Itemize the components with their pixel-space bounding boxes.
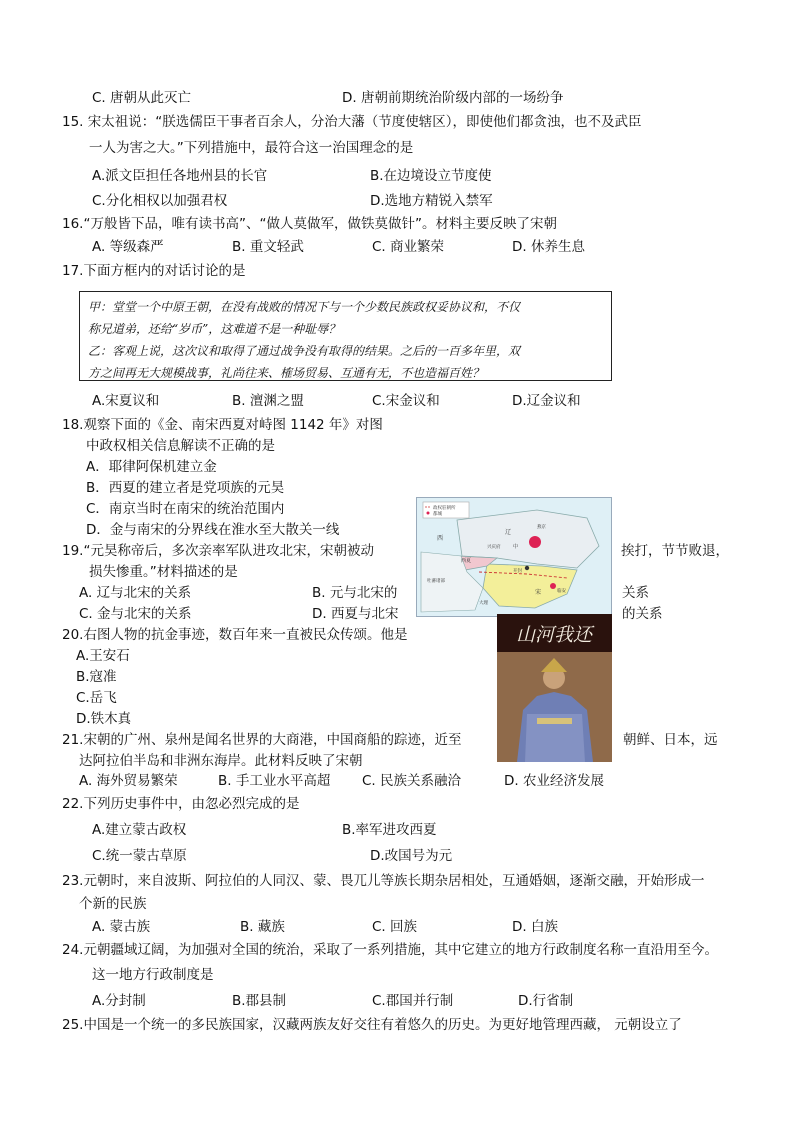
q19-option-d-part2: 的关系 [622,606,663,622]
q17-stem: 17.下面方框内的对话讨论的是 [62,263,246,279]
q21-stem-line2: 达阿拉伯半岛和非洲东海岸。此材料反映了宋朝 [79,753,363,769]
map-label-xi: 西 [437,535,444,542]
q15-option-b: B.在边境设立节度使 [370,168,492,184]
q22-option-c: C.统一蒙古草原 [92,848,187,864]
q21-option-d: D. 农业经济发展 [504,773,604,789]
q15-stem-line2: 一人为害之大。”下列措施中，最符合这一治国理念的是 [89,140,414,156]
map-graphic [417,498,611,616]
q19-option-c: C. 金与北宋的关系 [79,606,192,622]
q24-stem-line1: 24.元朝疆域辽阔，为加强对全国的统治，采取了一系列措施，其中它建立的地方行政制度名称一直沿用至今。 [62,942,718,958]
q17-box-line1: 甲：堂堂一个中原王朝，在没有战败的情况下与一个少数民族政权妥协议和，不仅 [88,300,521,314]
q17-box-line4: 方之间再无大规模战事，礼尚往来、榷场贸易、互通有无，不也造福百姓？ [88,366,485,380]
q18-option-a: A．耶律阿保机建立金 [86,459,217,475]
q21-option-c: C. 民族关系融洽 [362,773,462,789]
q23-option-c: C. 回族 [372,919,418,935]
q22-option-d: D.改国号为元 [370,848,453,864]
q22-option-b: B.率军进攻西夏 [342,822,437,838]
q16-option-d: D. 休养生息 [512,239,585,255]
q18-option-d: D．金与南宋的分界线在淮水至大散关一线 [86,522,340,538]
map-label-linan: 临安 [557,589,566,594]
map-label-liao: 辽 [505,529,512,536]
map-label-xixia: 西夏 [461,558,472,564]
q16-option-a: A. 等级森严 [92,239,164,255]
q19-option-b-part2: 关系 [622,585,649,601]
q19-option-a: A. 辽与北宋的关系 [79,585,192,601]
q21-option-a: A. 海外贸易繁荣 [79,773,178,789]
q21-option-b: B. 手工业水平高超 [218,773,331,789]
q18-stem-line1: 18.观察下面的《金、南宋西夏对峙图 1142 年》对图 [62,417,383,433]
jin-song-xixia-map [416,497,612,617]
portrait-graphic [497,614,612,762]
kaifeng-marker [525,566,529,570]
q20-option-a: A.王安石 [76,648,130,664]
map-label-kaifeng: 开封 [513,569,522,574]
q24-option-c: C.郡国并行制 [372,993,454,1009]
map-label-zhong: 中 [513,544,519,550]
q16-option-b: B. 重文轻武 [232,239,304,255]
q17-option-b: B. 澶渊之盟 [232,393,304,409]
q24-stem-line2: 这一地方行政制度是 [92,967,214,983]
legend-text-2: 都城 [433,512,442,517]
q16-stem: 16.“万般皆下品，唯有读书高”、“做人莫做军，做铁莫做针”。材料主要反映了宋朝 [62,216,557,232]
q17-box-line3: 乙：客观上说，这次议和取得了通过战争没有取得的结果。之后的一百多年里，双 [88,344,521,358]
q15-option-a: A.派文臣担任各地州县的长官 [92,168,268,184]
q18-stem-line2: 中政权相关信息解读不正确的是 [86,438,275,454]
q23-option-b: B. 藏族 [240,919,285,935]
q22-option-a: A.建立蒙古政权 [92,822,187,838]
q19-option-d-part1: D. 西夏与北宋 [312,606,399,622]
q20-option-d: D.铁木真 [76,711,132,727]
q18-option-c: C．南京当时在南宋的统治范围内 [86,501,285,517]
q18-option-b: B．西夏的建立者是党项族的元昊 [86,480,285,496]
q24-option-d: D.行省制 [518,993,574,1009]
map-label-tubo: 吐蕃诸部 [427,579,445,584]
linan-marker [550,583,556,589]
q19-stem-line1-end: 挨打，节节败退， [621,543,729,559]
q14-option-c: C. 唐朝从此灭亡 [92,90,192,106]
q17-option-d: D.辽金议和 [512,393,581,409]
q21-stem-line1: 21.宋朝的广州、泉州是闻名世界的大商港，中国商船的踪迹，近至 [62,732,462,748]
q15-option-c: C.分化相权以加强君权 [92,193,228,209]
q17-option-a: A.宋夏议和 [92,393,160,409]
q19-stem-line2: 损失惨重。”材料描述的是 [89,564,238,580]
map-label-dali: 大理 [479,601,488,606]
map-label-xingqingfu: 兴庆府 [487,545,501,550]
legend-text-1: 政权驻朝所 [433,506,456,511]
q24-option-b: B.郡县制 [232,993,287,1009]
q15-stem-line1: 15. 宋太祖说：“朕选儒臣干事者百余人，分治大藩（节度使辖区），即使他们都贪浊，也不及武臣 [62,114,642,130]
jin-capital-marker [529,536,541,548]
q20-stem: 20.右图人物的抗金事迹，数百年来一直被民众传颂。他是 [62,627,408,643]
q21-stem-line1-end: 朝鲜、日本，远 [623,732,718,748]
q19-stem-line1: 19.“元昊称帝后，多次亲率军队进攻北宋，宋朝被动 [62,543,374,559]
q23-stem-line2: 个新的民族 [79,896,147,912]
q23-stem-line1: 23.元朝时，来自波斯、阿拉伯的人同汉、蒙、畏兀儿等族长期杂居相处，互通婚姻，逐渐交融，开始形成一 [62,873,705,889]
q25-stem: 25.中国是一个统一的多民族国家，汉藏两族友好交往有着悠久的历史。为更好地管理西藏， 元朝设立了 [62,1017,682,1033]
q20-option-c: C.岳飞 [76,690,117,706]
q15-option-d: D.选地方精锐入禁军 [370,193,493,209]
map-label-yanjing: 燕京 [537,525,546,530]
q23-option-a: A. 蒙古族 [92,919,151,935]
q24-option-a: A.分封制 [92,993,146,1009]
q16-option-c: C. 商业繁荣 [372,239,445,255]
yue-fei-portrait [497,614,612,762]
q19-option-b-part1: B. 元与北宋的 [312,585,398,601]
q14-option-d: D. 唐朝前期统治阶级内部的一场纷争 [342,90,564,106]
q17-option-c: C.宋金议和 [372,393,440,409]
q17-dialogue-box [79,291,612,381]
map-label-song: 宋 [535,589,542,596]
q20-option-b: B.寇准 [76,669,117,685]
q22-stem: 22.下列历史事件中，由忽必烈完成的是 [62,796,300,812]
portrait-title: 山河我还 [515,624,593,646]
q23-option-d: D. 白族 [512,919,558,935]
q17-box-line2: 称兄道弟，还给“岁币”，这难道不是一种耻辱？ [88,322,341,336]
